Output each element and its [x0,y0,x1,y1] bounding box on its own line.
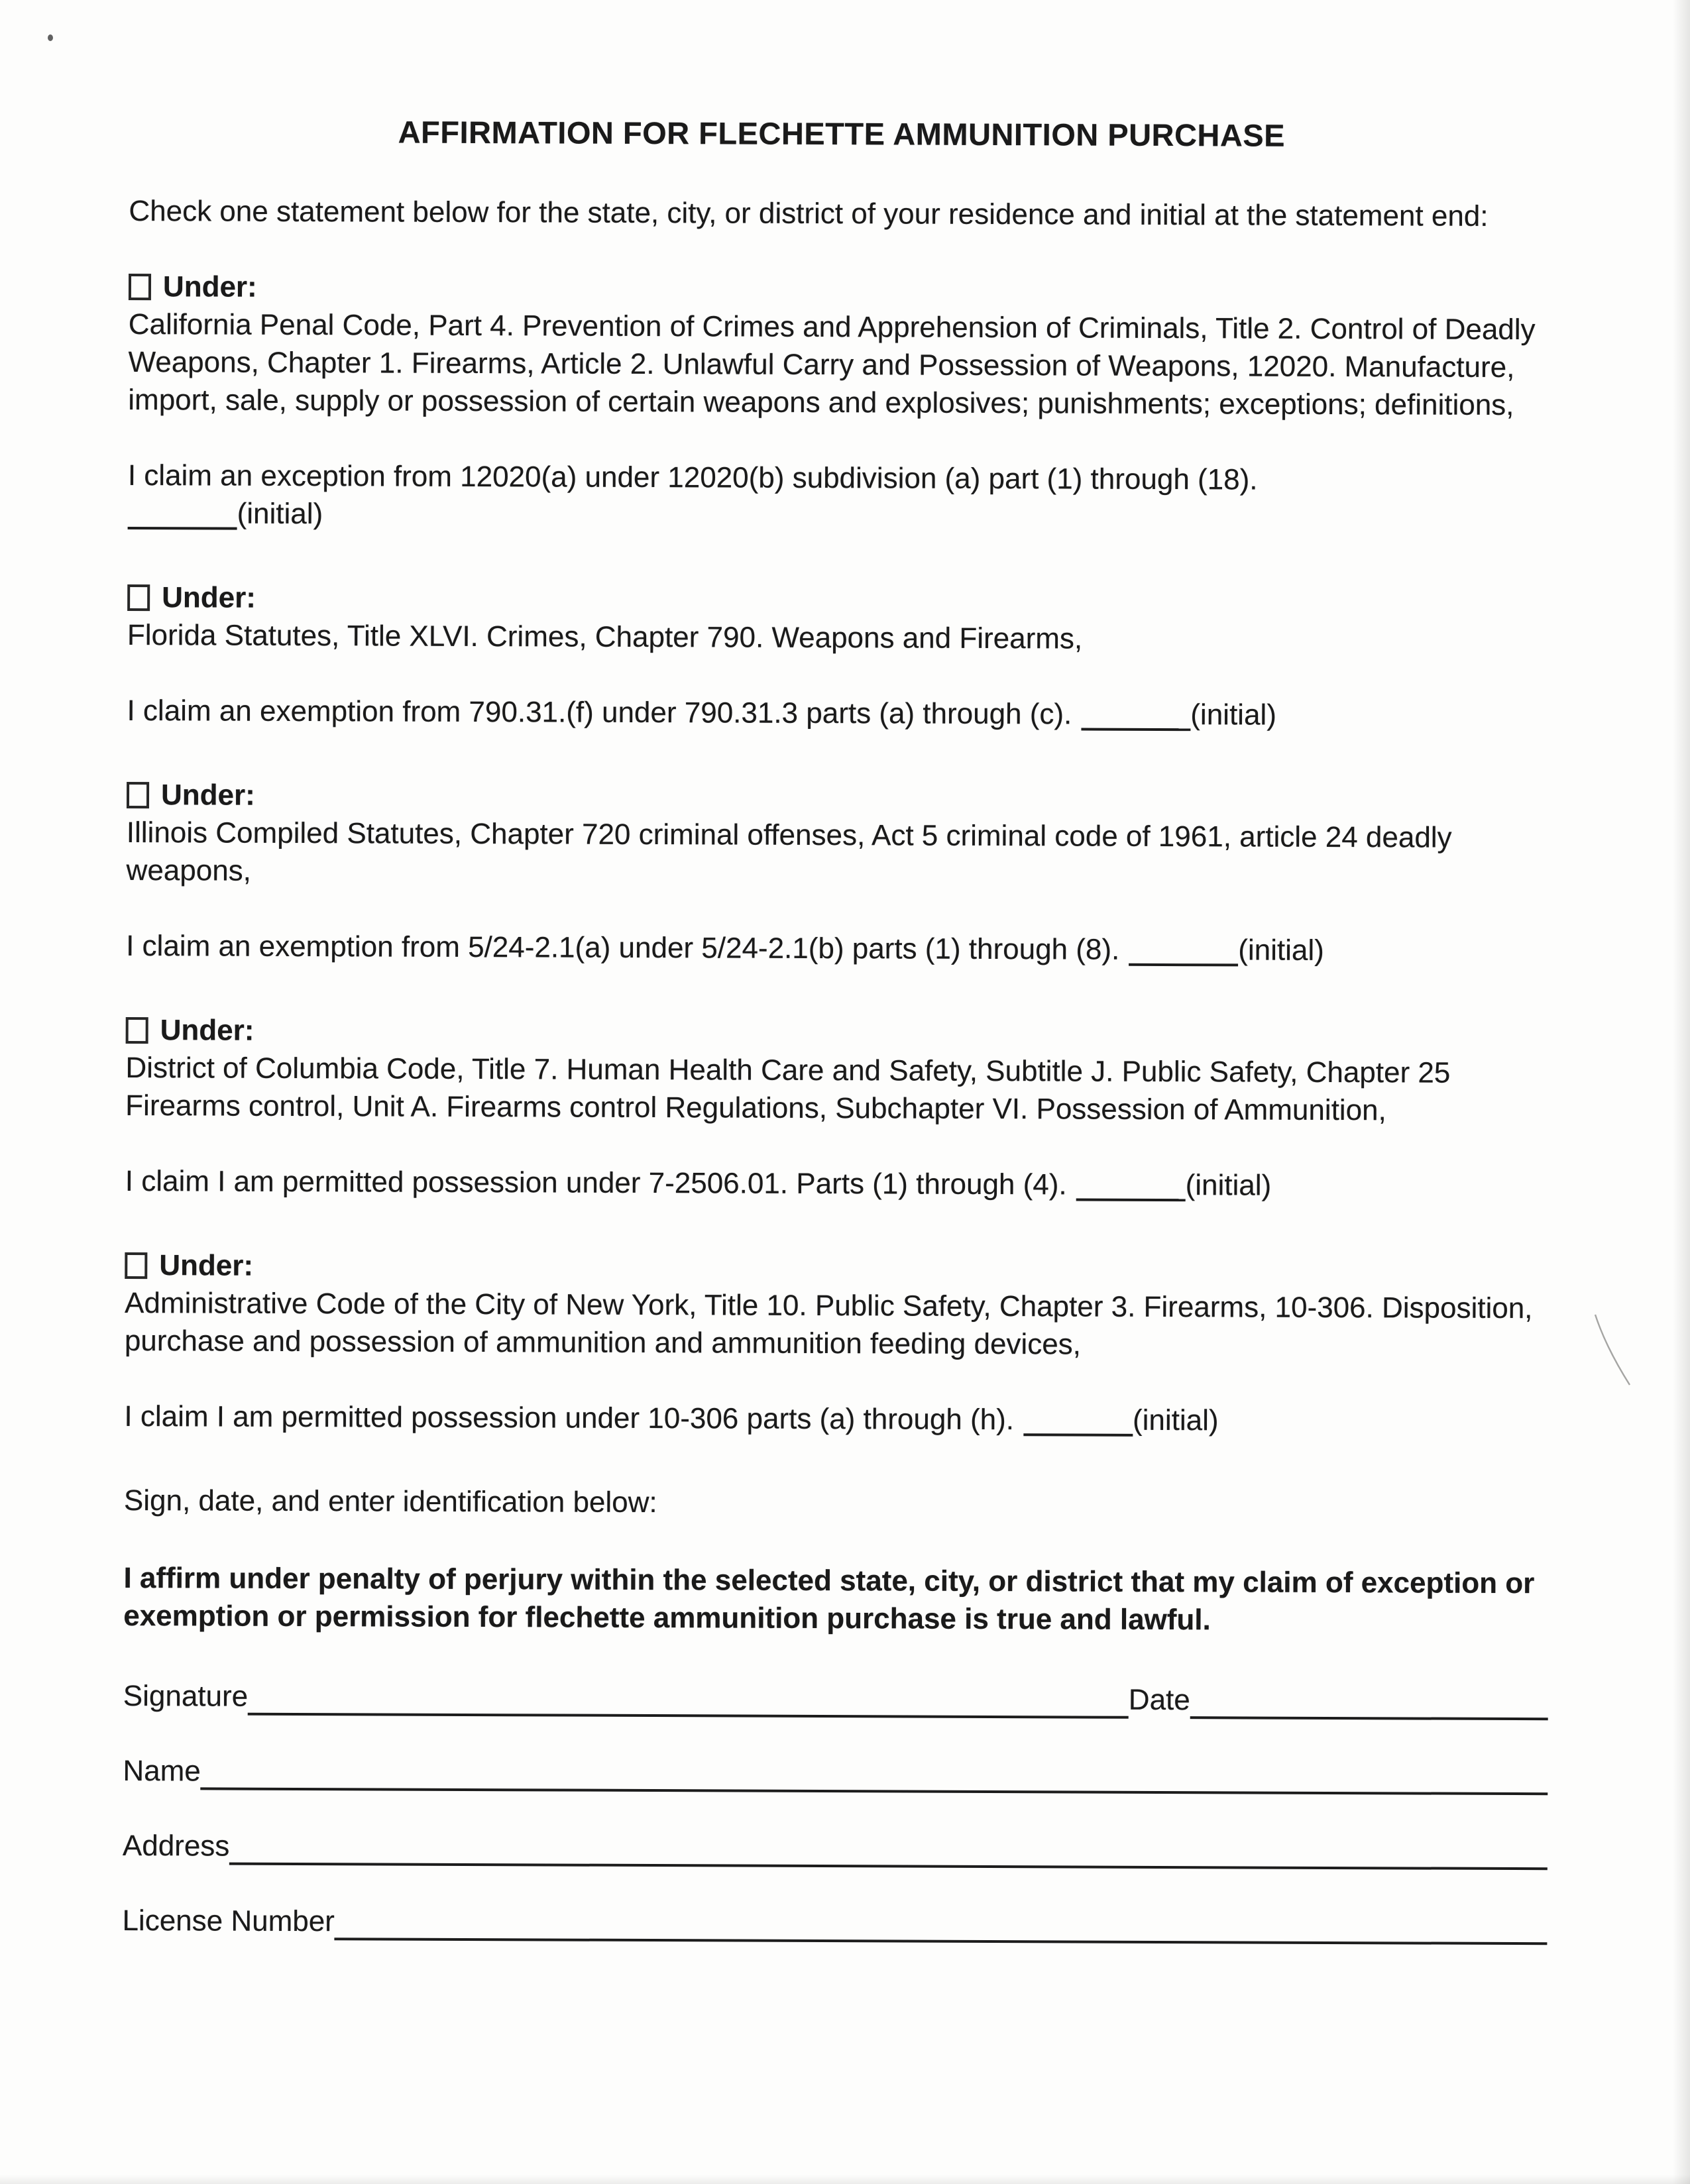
license-number-line[interactable] [335,1927,1548,1945]
under-heading-row [125,1246,1549,1289]
california-checkbox[interactable] [129,274,151,300]
initial-label: (initial) [1132,1403,1219,1437]
claim-text-illinois: I claim an exemption from 5/24-2.1(a) under 5/24-2.1(b) parts (1) through (8). [126,929,1120,966]
under-label: Under: [160,779,255,812]
dc-initial-blank[interactable] [1076,1181,1186,1201]
initial-label: (initial) [1238,934,1324,967]
form-content [122,111,1554,1945]
form-title: AFFIRMATION FOR FLECHETTE AMMUNITION PURCHASE [398,114,1286,153]
section-district-of-columbia [125,1011,1551,1205]
signature-label: Signature [123,1679,249,1713]
under-label: Under: [162,581,256,614]
scan-speck [48,34,53,41]
florida-checkbox[interactable] [127,584,150,611]
address-line[interactable] [229,1852,1548,1871]
under-label: Under: [159,1249,254,1282]
claim-text-california: I claim an exception from 12020(a) under 12020(b) subdivision (a) part (1) through (18). [127,459,1258,496]
sign-instruction: Sign, date, and enter identification below: [123,1484,657,1519]
license-number-row [122,1902,1547,1945]
license-number-label: License Number [122,1904,335,1938]
nyc-checkbox[interactable] [125,1252,147,1279]
affirmation-statement: I affirm under penalty of perjury within the selected state, city, or district that my claim of exception or exemption or permission for flechette ammunition purchase is true and lawful. [123,1561,1535,1637]
under-label: Under: [162,270,257,303]
under-heading-row [127,578,1552,622]
illinois-checkbox[interactable] [127,782,149,808]
under-label: Under: [160,1014,254,1047]
statute-text-california: California Penal Code, Part 4. Prevention of Crimes and Apprehension of Criminals, Title 2. Control of Deadly Weapons, Chapter 1. Firearms, Article 2. Unlawful Carry and Possession of Weapons, 12020. Manufacture, import, sale, supply or possession of certain weapons and explosives; punishments; exceptions; definitions, [128,307,1536,422]
intro-instructions: Check one statement below for the state, city, or district of your residence and initial at the statement end: [129,194,1489,233]
date-label: Date [1128,1683,1190,1717]
section-new-york-city [124,1246,1549,1441]
initial-label: (initial) [1185,1169,1272,1202]
florida-initial-blank[interactable] [1081,711,1190,732]
scan-artifact-curve [1587,1311,1640,1390]
name-line[interactable] [201,1776,1548,1795]
claim-illinois [126,927,1551,970]
claim-dc [125,1162,1550,1205]
address-label: Address [122,1829,230,1863]
signature-line[interactable] [248,1702,1129,1719]
under-heading-row [129,268,1553,311]
section-illinois [126,776,1551,970]
claim-florida [127,692,1551,735]
california-initial-blank[interactable] [128,510,237,530]
claim-nyc [124,1397,1549,1441]
initial-label: (initial) [1190,698,1276,732]
statute-text-florida: Florida Statutes, Title XLVI. Crimes, Chapter 790. Weapons and Firearms, [127,618,1083,655]
name-label: Name [123,1754,201,1788]
signature-date-row [123,1677,1548,1720]
statute-text-dc: District of Columbia Code, Title 7. Human Health Care and Safety, Subtitle J. Public Safety, Chapter 25 Firearms control, Unit A. Firearms control Regulations, Subchapter VI. Possession of Ammunition, [125,1051,1451,1127]
claim-text-florida: I claim an exemption from 790.31.(f) under 790.31.3 parts (a) through (c). [127,694,1072,731]
under-heading-row [126,1011,1551,1054]
illinois-initial-blank[interactable] [1129,946,1238,967]
nyc-initial-blank[interactable] [1023,1416,1133,1437]
statute-text-illinois: Illinois Compiled Statutes, Chapter 720 criminal offenses, Act 5 criminal code of 1961, article 24 deadly weapons, [126,816,1452,887]
name-row [123,1752,1548,1795]
section-florida [127,578,1552,735]
dc-checkbox[interactable] [126,1017,148,1044]
section-california [128,268,1554,537]
statute-text-nyc: Administrative Code of the City of New York, Title 10. Public Safety, Chapter 3. Firearms, 10-306. Disposition, purchase and possession of ammunition and ammunition feeding devices, [124,1286,1533,1361]
claim-text-dc: I claim I am permitted possession under 7-2506.01. Parts (1) through (4). [125,1164,1067,1201]
claim-text-nyc: I claim I am permitted possession under 10-306 parts (a) through (h). [124,1399,1015,1437]
initial-label: (initial) [237,497,323,531]
under-heading-row [127,776,1551,819]
claim-california [128,457,1553,537]
address-row [123,1827,1548,1870]
date-line[interactable] [1190,1706,1548,1720]
